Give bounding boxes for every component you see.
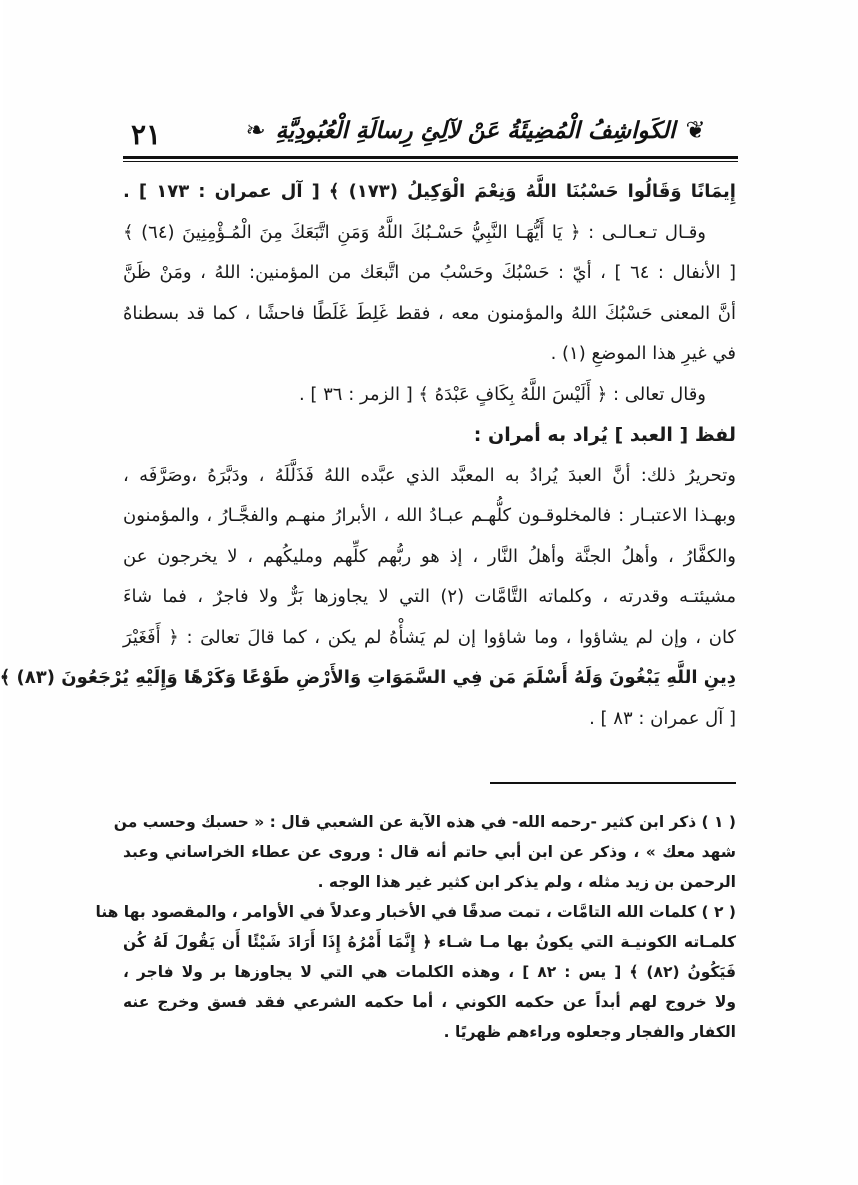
running-header [213, 110, 738, 150]
text-line: وقال تعالى : ﴿ أَلَيْسَ اللَّهُ بِكَافٍ عَبْدَهُ ﴾ [ الزمر : ٣٦ ] . [298, 383, 706, 405]
text-line: في غيرِ هذا الموضعِ (١) . [550, 343, 736, 364]
text-line: وتحريرُ ذلك: أنَّ العبدَ يُرادُ به المعبَّد الذي عبَّده اللهُ فَذَلَّلَهُ ، ودَبَّرَهُ ،وصَرَّفَه ، [123, 464, 736, 486]
footnote-line: ( ٢ ) كلمات الله التامَّات ، تمت صدقًا في الأخبار وعدلاً في الأوامر ، والمقصود بها هنا [95, 903, 736, 921]
text-line: والكفَّارُ ، وأهلُ الجنَّة وأهلُ النَّار ، إذ هو ربُّهم كلِّهم ومليكُهم ، لا يخرجون عن [123, 545, 736, 567]
running-title: الكَواشِفُ الْمُضِيئَةُ عَنْ لآلِئِ رِسالَةِ الْعُبُودِيَّةِ [275, 116, 676, 144]
floral-ornament-icon: ❧ [245, 116, 266, 144]
footnote-line: كلمـاته الكونيـة التي يكونُ بها مـا شـاء ﴿ إِنَّمَا أَمْرُهُ إِذَا أَرَادَ شَيْئًا أَن يَقُولَ لَهُ كُن [123, 933, 736, 951]
text-line: أنَّ المعنى حَسْبُكَ اللهُ والمؤمنون معه ، فقط غَلِطَ غَلَطًا فاحشًا ، كما قد بسطناهُ [123, 302, 736, 324]
text-line: كان ، وإن لم يشاؤوا ، وما شاؤوا إن لم يَشأْهُ لم يكن ، كما قالَ تعالىَ : ﴿ أَفَغَيْرَ [123, 626, 736, 648]
text-line: [ آل عمران : ٨٣ ] . [589, 707, 736, 729]
footnote-line: الكفار والفجار وجعلوه وراءهم ظهريًا . [443, 1023, 736, 1041]
footnote-line: ولا خروج لهم أبداً عن حكمه الكوني ، أما حكمه الشرعي فقد فسق وخرج عنه [123, 993, 736, 1011]
footnote-separator [490, 782, 736, 784]
section-heading: لفظ [ العبد ] يُراد به أمران : [473, 424, 736, 446]
header-rule [123, 156, 738, 162]
text-line: وقـال تـعـالـى : ﴿ يَا أَيُّهَـا النَّبِيُّ حَسْـبُكَ اللَّهُ وَمَنِ اتَّبَعَكَ مِنَ الْمُـؤْمِنِينَ (٦٤) ﴾ [123, 221, 706, 243]
text-line: وبهـذا الاعتبـار : فالمخلوقـون كلُّهـم عبـادُ الله ، الأبرارُ منهـم والفجَّـارُ ، والمؤمنون [123, 505, 736, 526]
floral-ornament-icon: ❦ [685, 116, 706, 144]
footnote-line: فَيَكُونُ (٨٢) ﴾ [ يس : ٨٢ ] ، وهذه الكلمات هي التي لا يجاوزها بر ولا فاجر ، [123, 963, 736, 981]
text-line: مشيئتـه وقدرته ، وكلماته التَّامَّات (٢) التي لا يجاوزها بَرٌّ ولا فاجرٌ ، فما شاءَ [123, 586, 736, 607]
footnote-line: الرحمن بن زيد مثله ، ولم يذكر ابن كثير غير هذا الوجه . [317, 873, 736, 891]
main-text [0, 172, 737, 739]
text-line: [ الأنفال : ٦٤ ] ، أيّ : حَسْبُكَ وحَسْبُ من اتَّبعَك من المؤمنين: اللهُ ، ومَنْ ظَنَّ [123, 262, 737, 283]
page-number: ٢١ [131, 118, 162, 151]
footnotes [95, 807, 736, 1047]
footnote-line: شهد معك » ، وذكر عن ابن أبي حاتم أنه قال : وروى عن عطاء الخراساني وعبد [123, 843, 736, 861]
text-line: دِينِ اللَّهِ يَبْغُونَ وَلَهُ أَسْلَمَ مَن فِي السَّمَوَاتِ وَالأَرْضِ طَوْعًا وَكَرْهًا وَإِلَيْهِ يُرْجَعُونَ (٨٣) ﴾ [0, 667, 736, 688]
text-line: إِيمَانًا وَقَالُوا حَسْبُنَا اللَّهُ وَنِعْمَ الْوَكِيلُ (١٧٣) ﴾ [ آل عمران : ١٧٣ ] . [123, 181, 736, 202]
page-header [123, 110, 738, 160]
footnote-line: ( ١ ) ذكر ابن كثير -رحمه الله- في هذه الآية عن الشعبي قال : « حسبك وحسب من [113, 813, 736, 831]
